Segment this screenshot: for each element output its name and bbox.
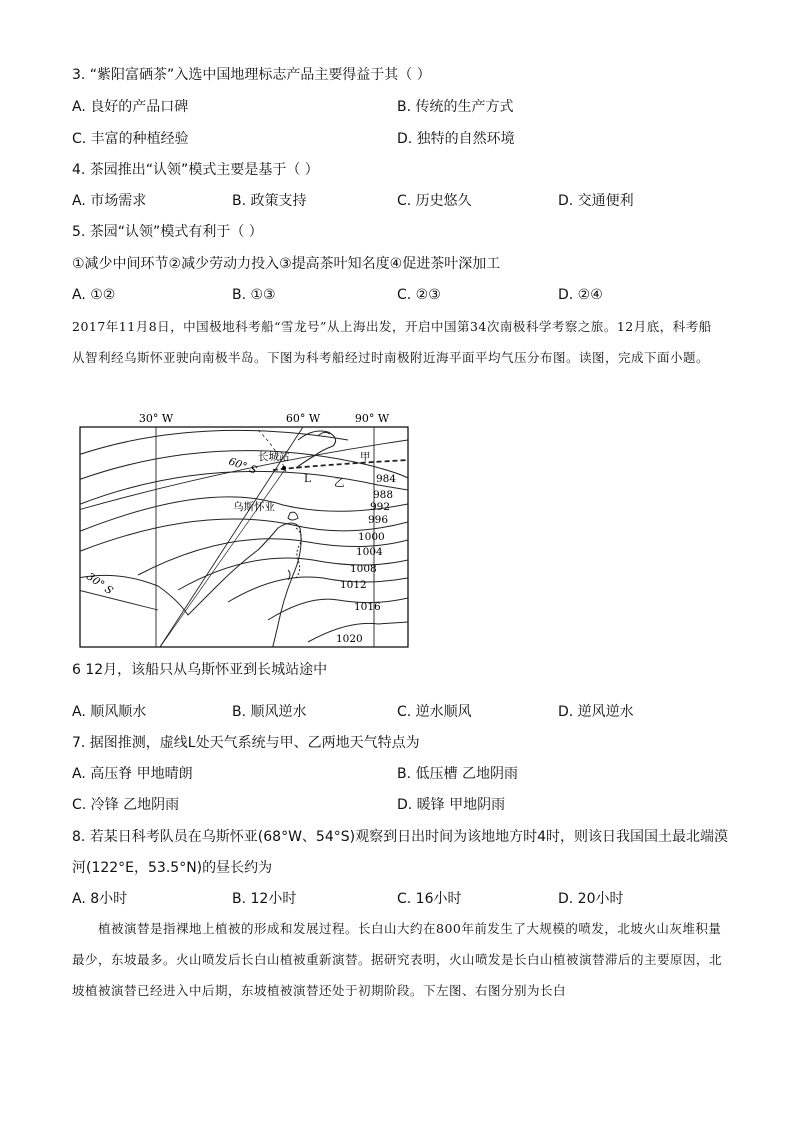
- isobar-label-1004: 1004: [356, 546, 383, 558]
- label-L: L: [304, 473, 311, 485]
- q3-stem: 3. “紫阳富硒茶”入选中国地理标志产品主要得益于其（ ）: [72, 67, 431, 83]
- q5-option-b[interactable]: B. ①③: [232, 287, 276, 303]
- q6-option-c[interactable]: C. 逆水顺风: [397, 704, 472, 720]
- label-jia: 甲: [360, 451, 371, 463]
- passage-xuelong: 2017年11月8日，中国极地科考船“雪龙号”从上海出发，开启中国第34次南极科学考察之旅。12月底，科考船从智利经乌斯怀亚驶向南极半岛。下图为科考船经过时南极附近海平面平均气压分布图。读图，完成下面小题。: [72, 319, 712, 365]
- q7-option-d[interactable]: D. 暖锋 甲地阴雨: [397, 797, 506, 813]
- isobar-label-988: 988: [373, 489, 394, 501]
- isobar-label-992: 992: [370, 501, 391, 513]
- q5-option-a[interactable]: A. ①②: [72, 287, 116, 303]
- q8-option-d[interactable]: D. 20小时: [558, 891, 624, 907]
- isobar-label-1012: 1012: [340, 579, 367, 591]
- q5-items: ①减少中间环节②减少劳动力投入③提高茶叶知名度④促进茶叶深加工: [72, 256, 501, 272]
- lat-label-60s: 60° S: [226, 455, 259, 477]
- pressure-map: [78, 410, 412, 650]
- isobar-label-1020: 1020: [336, 633, 363, 645]
- q8-option-a[interactable]: A. 8小时: [72, 891, 128, 907]
- q6-option-a[interactable]: A. 顺风顺水: [72, 704, 147, 720]
- isobar-label-1000: 1000: [358, 531, 385, 543]
- q7-option-a[interactable]: A. 高压脊 甲地晴朗: [72, 766, 193, 782]
- lon-label-90w: 90° W: [354, 412, 390, 425]
- q5-stem: 5. 茶园“认领”模式有利于（ ）: [72, 224, 263, 240]
- q6-option-b[interactable]: B. 顺风逆水: [232, 704, 307, 720]
- lat-label-30s: 30° S: [84, 570, 116, 598]
- place-changcheng: 长城站: [258, 451, 290, 463]
- q7-option-b[interactable]: B. 低压槽 乙地阴雨: [397, 766, 518, 782]
- isobar-label-1008: 1008: [350, 563, 377, 575]
- q3-option-b[interactable]: B. 传统的生产方式: [397, 99, 514, 115]
- isobar-label-1016: 1016: [354, 601, 381, 613]
- isobar-label-996: 996: [368, 514, 389, 526]
- q6-option-d[interactable]: D. 逆风逆水: [558, 704, 634, 720]
- q5-option-d[interactable]: D. ②④: [558, 287, 603, 303]
- q4-option-c[interactable]: C. 历史悠久: [397, 193, 472, 209]
- label-yi: 乙: [334, 477, 345, 489]
- q6-stem: 6 12月，该船只从乌斯怀亚到长城站途中: [72, 662, 328, 678]
- changcheng-marker: [282, 466, 286, 470]
- place-ushuaia: 乌斯怀亚: [233, 501, 275, 513]
- q8-option-b[interactable]: B. 12小时: [232, 891, 297, 907]
- q8-stem-line1: 8. 若某日科考队员在乌斯怀亚(68°W、54°S)观察到日出时间为该地地方时4时，则该日我国国土最北端漠: [72, 829, 728, 845]
- q4-option-b[interactable]: B. 政策支持: [232, 193, 307, 209]
- q5-option-c[interactable]: C. ②③: [397, 287, 441, 303]
- q4-option-d[interactable]: D. 交通便利: [558, 193, 634, 209]
- passage-changbaishan: 植被演替是指裸地上植被的形成和发展过程。长白山大约在800年前发生了大规模的喷发，北坡火山灰堆积量最少，东坡最多。火山喷发后长白山植被重新演替。据研究表明，火山喷发是长白山植被演替滞后的主要原因，北坡植被演替已经进入中后期，东坡植被演替还处于初期阶段。下左图、右图分别为长白: [72, 921, 723, 998]
- q4-option-a[interactable]: A. 市场需求: [72, 193, 147, 209]
- q3-option-c[interactable]: C. 丰富的种植经验: [72, 131, 189, 147]
- isobar-label-984: 984: [376, 473, 397, 485]
- q8-stem-line2: 河(122°E，53.5°N)的昼长约为: [72, 860, 273, 876]
- q7-option-c[interactable]: C. 冷锋 乙地阴雨: [72, 797, 180, 813]
- lon-label-30w: 30° W: [138, 412, 174, 425]
- q8-option-c[interactable]: C. 16小时: [397, 891, 462, 907]
- q4-stem: 4. 茶园推出“认领”模式主要是基于（ ）: [72, 162, 319, 178]
- lon-label-60w: 60° W: [285, 412, 321, 425]
- q3-option-a[interactable]: A. 良好的产品口碑: [72, 99, 189, 115]
- q3-option-d[interactable]: D. 独特的自然环境: [397, 131, 515, 147]
- q7-stem: 7. 据图推测，虚线L处天气系统与甲、乙两地天气特点为: [72, 735, 420, 751]
